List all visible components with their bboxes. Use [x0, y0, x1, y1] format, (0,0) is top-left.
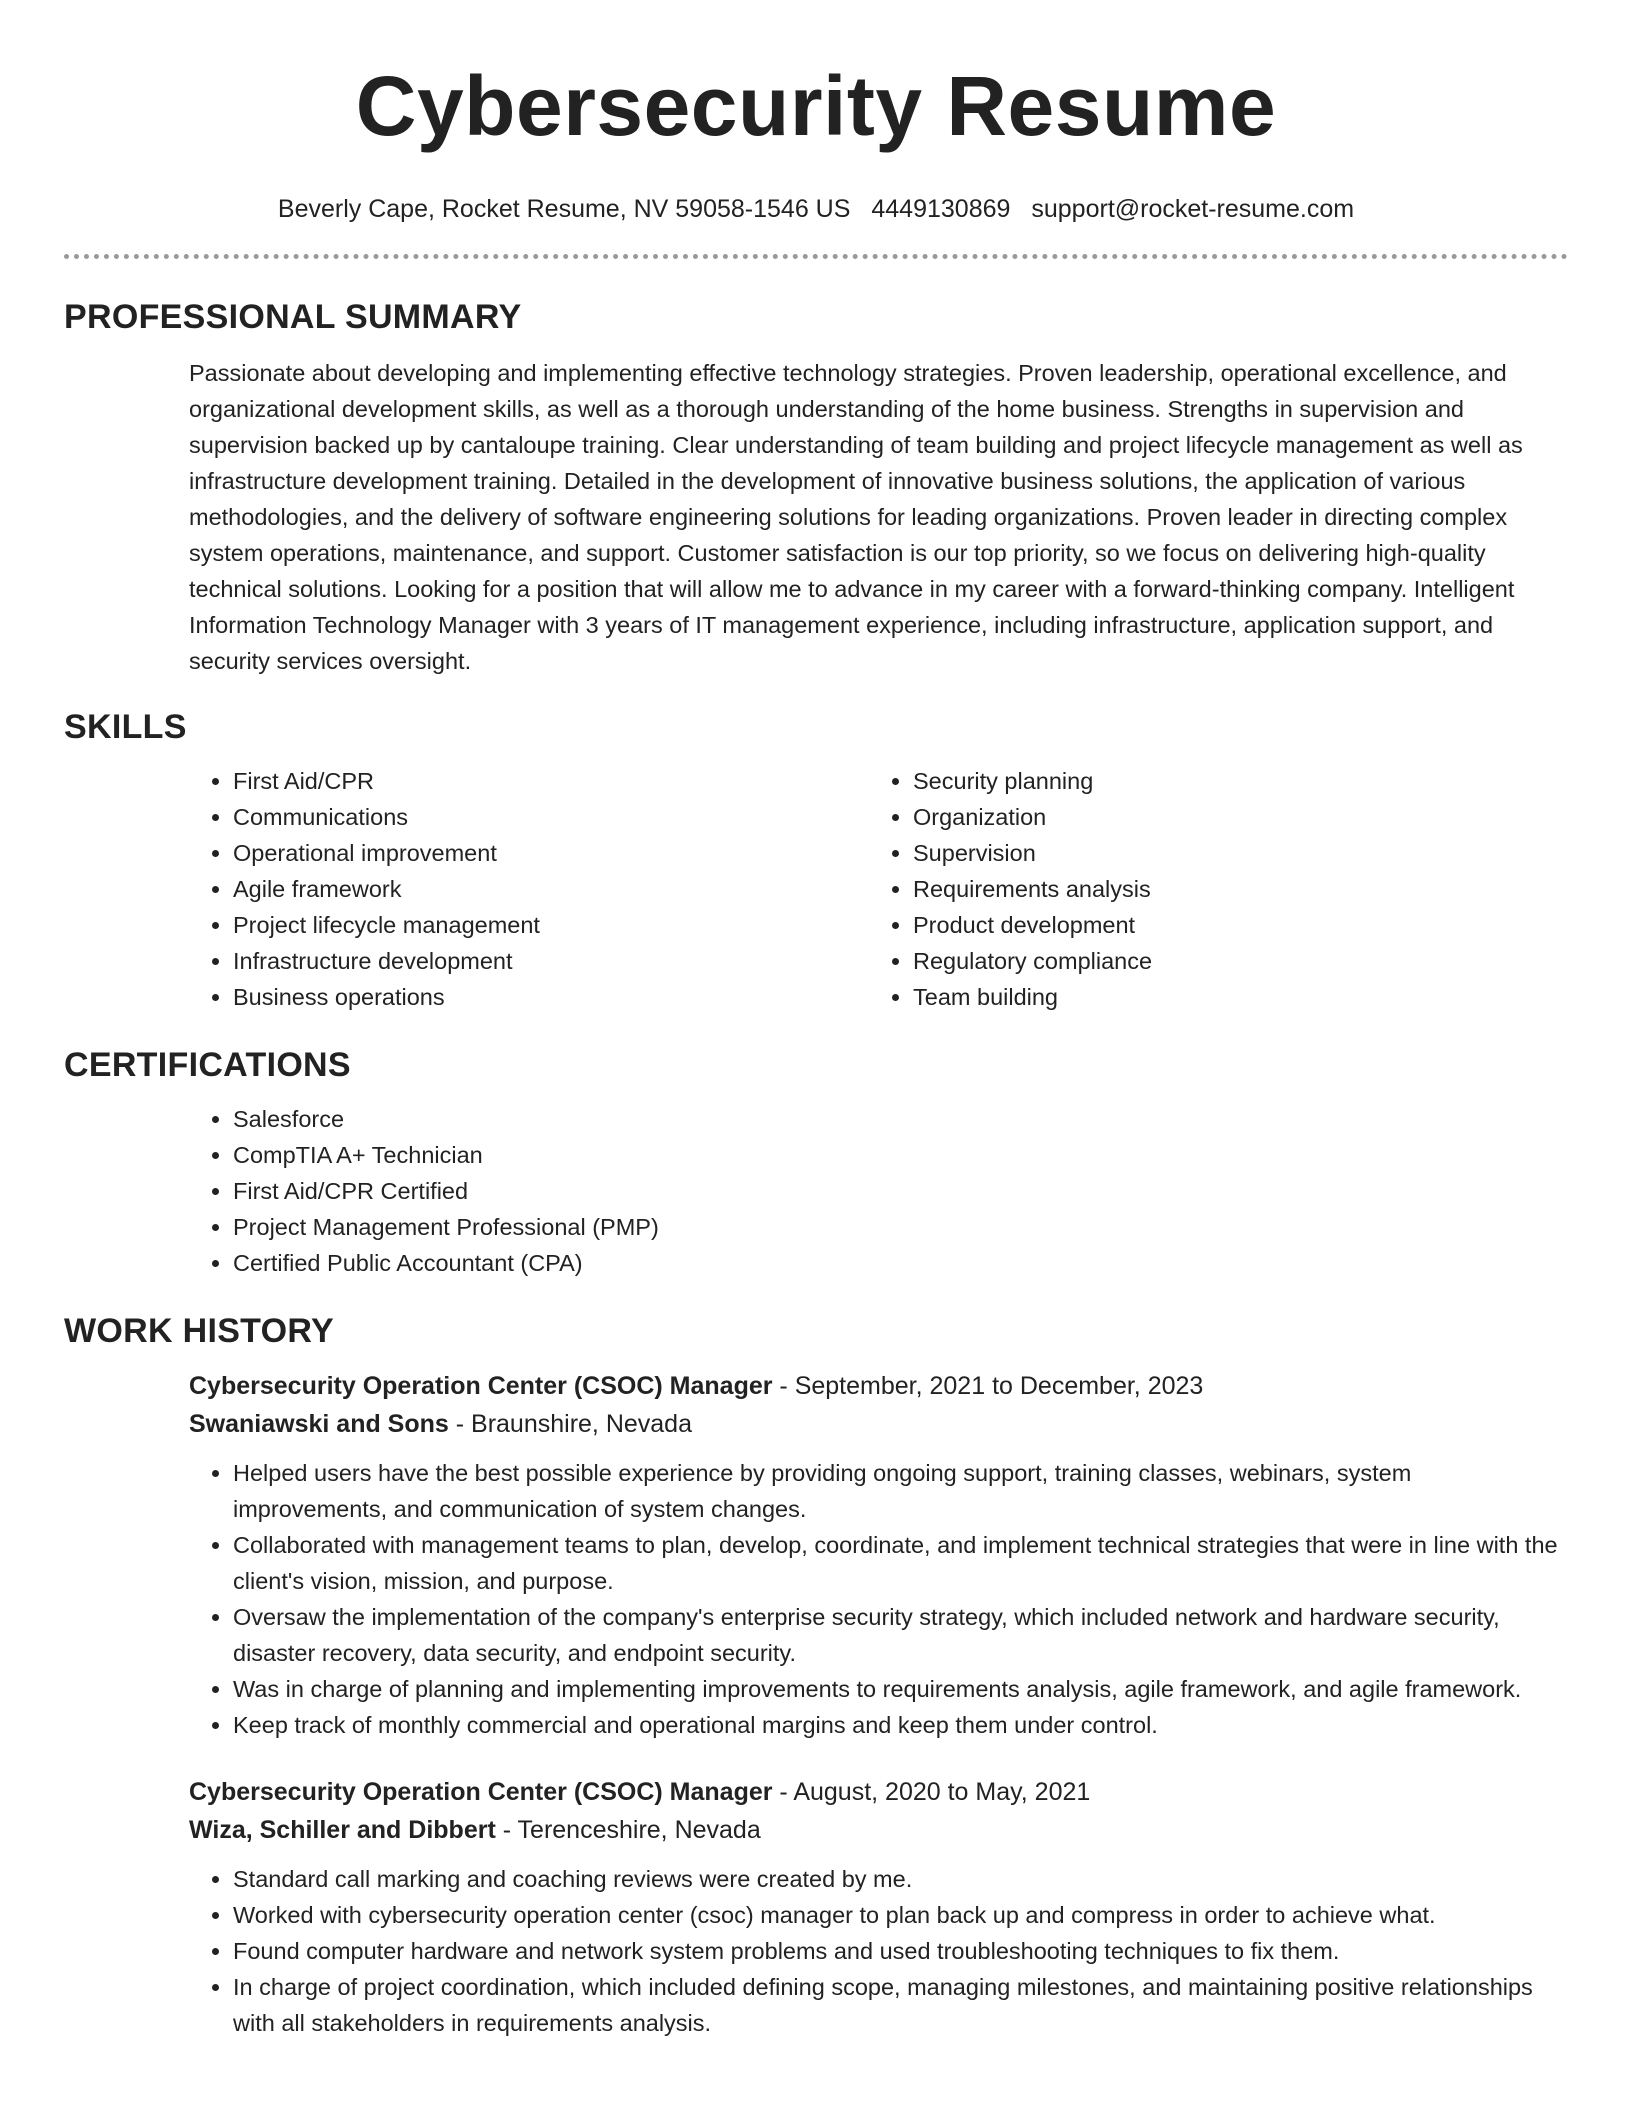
- job-bullet: • Was in charge of planning and implementing improvements to requirements analysis, agile framework, and agile framework.: [233, 1671, 1568, 1707]
- job-bullet-list: [189, 1861, 1568, 2041]
- contact-address: Beverly Cape, Rocket Resume, NV 59058-1546 US: [277, 195, 851, 223]
- summary-text: Passionate about developing and implementing effective technology strategies. Proven leadership, operational excellence, and organizational development skills, as well as a thorough understanding of the home business. Strengths in supervision and supervision backed up by cantaloupe training. Clear understanding of team building and project lifecycle management as well as infrastructure development training. Detailed in the development of innovative business solutions, the application of various methodologies, and the delivery of software engineering solutions for leading organizations. Proven leader in directing complex system operations, maintenance, and support. Customer satisfaction is our top priority, so we focus on delivering high-quality technical solutions. Looking for a position that will allow me to advance in my career with a forward-thinking company. Intelligent Information Technology Manager with 3 years of IT management experience, including infrastructure, application support, and security services oversight.: [189, 360, 1523, 674]
- contact-email: support@rocket-resume.com: [1031, 195, 1355, 223]
- skill-item: • First Aid/CPR: [233, 763, 869, 799]
- resume-header: [64, 0, 1568, 224]
- job-title: Cybersecurity Operation Center (CSOC) Manager: [189, 1778, 773, 1806]
- work-history-heading: WORK HISTORY: [64, 1312, 334, 1350]
- work-history-section: [64, 1311, 1568, 2041]
- certifications-list: [189, 1101, 1568, 1281]
- job-bullet: • Collaborated with management teams to plan, develop, coordinate, and implement technical strategies that were in line with the client's vision, mission, and purpose.: [233, 1527, 1568, 1599]
- job-dates: - September, 2021 to December, 2023: [772, 1372, 1204, 1400]
- job-company: Swaniawski and Sons: [189, 1410, 449, 1438]
- skills-list-left: [189, 763, 869, 1015]
- skill-item: • Security planning: [913, 763, 1549, 799]
- skills-section: [64, 707, 1568, 1015]
- contact-phone: 4449130869: [871, 195, 1011, 223]
- job-entry: [189, 1367, 1568, 1743]
- skills-grid: [189, 763, 1568, 1015]
- job-bullet: • Found computer hardware and network system problems and used troubleshooting techniques to fix them.: [233, 1933, 1568, 1969]
- job-bullet-list: [189, 1455, 1568, 1743]
- skills-list-right: [869, 763, 1549, 1015]
- skills-column-left: [189, 763, 869, 1015]
- job-title-line: [189, 1367, 1568, 1405]
- job-company: Wiza, Schiller and Dibbert: [189, 1816, 496, 1844]
- job-dates: - August, 2020 to May, 2021: [772, 1778, 1091, 1806]
- certification-item: • First Aid/CPR Certified: [233, 1173, 1568, 1209]
- job-location: - Terenceshire, Nevada: [495, 1816, 761, 1844]
- job-bullet: • Worked with cybersecurity operation center (csoc) manager to plan back up and compress in order to achieve what.: [233, 1897, 1568, 1933]
- resume-title: Cybersecurity Resume: [355, 59, 1277, 153]
- job-bullet: • In charge of project coordination, which included defining scope, managing milestones, and maintaining positive relationships with all stakeholders in requirements analysis.: [233, 1969, 1568, 2041]
- skill-item: • Agile framework: [233, 871, 869, 907]
- job-bullet: • Standard call marking and coaching reviews were created by me.: [233, 1861, 1568, 1897]
- skill-item: • Product development: [913, 907, 1549, 943]
- job-company-line: [189, 1405, 1568, 1443]
- certification-item: • Certified Public Accountant (CPA): [233, 1245, 1568, 1281]
- skill-item: • Supervision: [913, 835, 1549, 871]
- header-divider: [64, 254, 1568, 259]
- skills-heading: SKILLS: [64, 708, 187, 746]
- skill-item: • Operational improvement: [233, 835, 869, 871]
- skill-item: • Team building: [913, 979, 1549, 1015]
- skills-column-right: [869, 763, 1549, 1015]
- skill-item: • Project lifecycle management: [233, 907, 869, 943]
- job-company-line: [189, 1811, 1568, 1849]
- skill-item: • Regulatory compliance: [913, 943, 1549, 979]
- job-bullet: • Oversaw the implementation of the company's enterprise security strategy, which included network and hardware security, disaster recovery, data security, and endpoint security.: [233, 1599, 1568, 1671]
- skill-item: • Communications: [233, 799, 869, 835]
- certifications-section: [64, 1045, 1568, 1281]
- skill-item: • Business operations: [233, 979, 869, 1015]
- job-entry: [189, 1773, 1568, 2041]
- certification-item: • Project Management Professional (PMP): [233, 1209, 1568, 1245]
- contact-line: [64, 194, 1568, 224]
- job-bullet: • Keep track of monthly commercial and operational margins and keep them under control.: [233, 1707, 1568, 1743]
- job-title-line: [189, 1773, 1568, 1811]
- certification-item: • Salesforce: [233, 1101, 1568, 1137]
- skill-item: • Infrastructure development: [233, 943, 869, 979]
- job-bullet: • Helped users have the best possible experience by providing ongoing support, training classes, webinars, system improvements, and communication of system changes.: [233, 1455, 1568, 1527]
- job-location: - Braunshire, Nevada: [448, 1410, 692, 1438]
- skill-item: • Organization: [913, 799, 1549, 835]
- certification-item: • CompTIA A+ Technician: [233, 1137, 1568, 1173]
- summary-heading: PROFESSIONAL SUMMARY: [64, 298, 522, 336]
- certifications-heading: CERTIFICATIONS: [64, 1046, 351, 1084]
- summary-section: [64, 297, 1568, 679]
- skill-item: • Requirements analysis: [913, 871, 1549, 907]
- job-title: Cybersecurity Operation Center (CSOC) Manager: [189, 1372, 773, 1400]
